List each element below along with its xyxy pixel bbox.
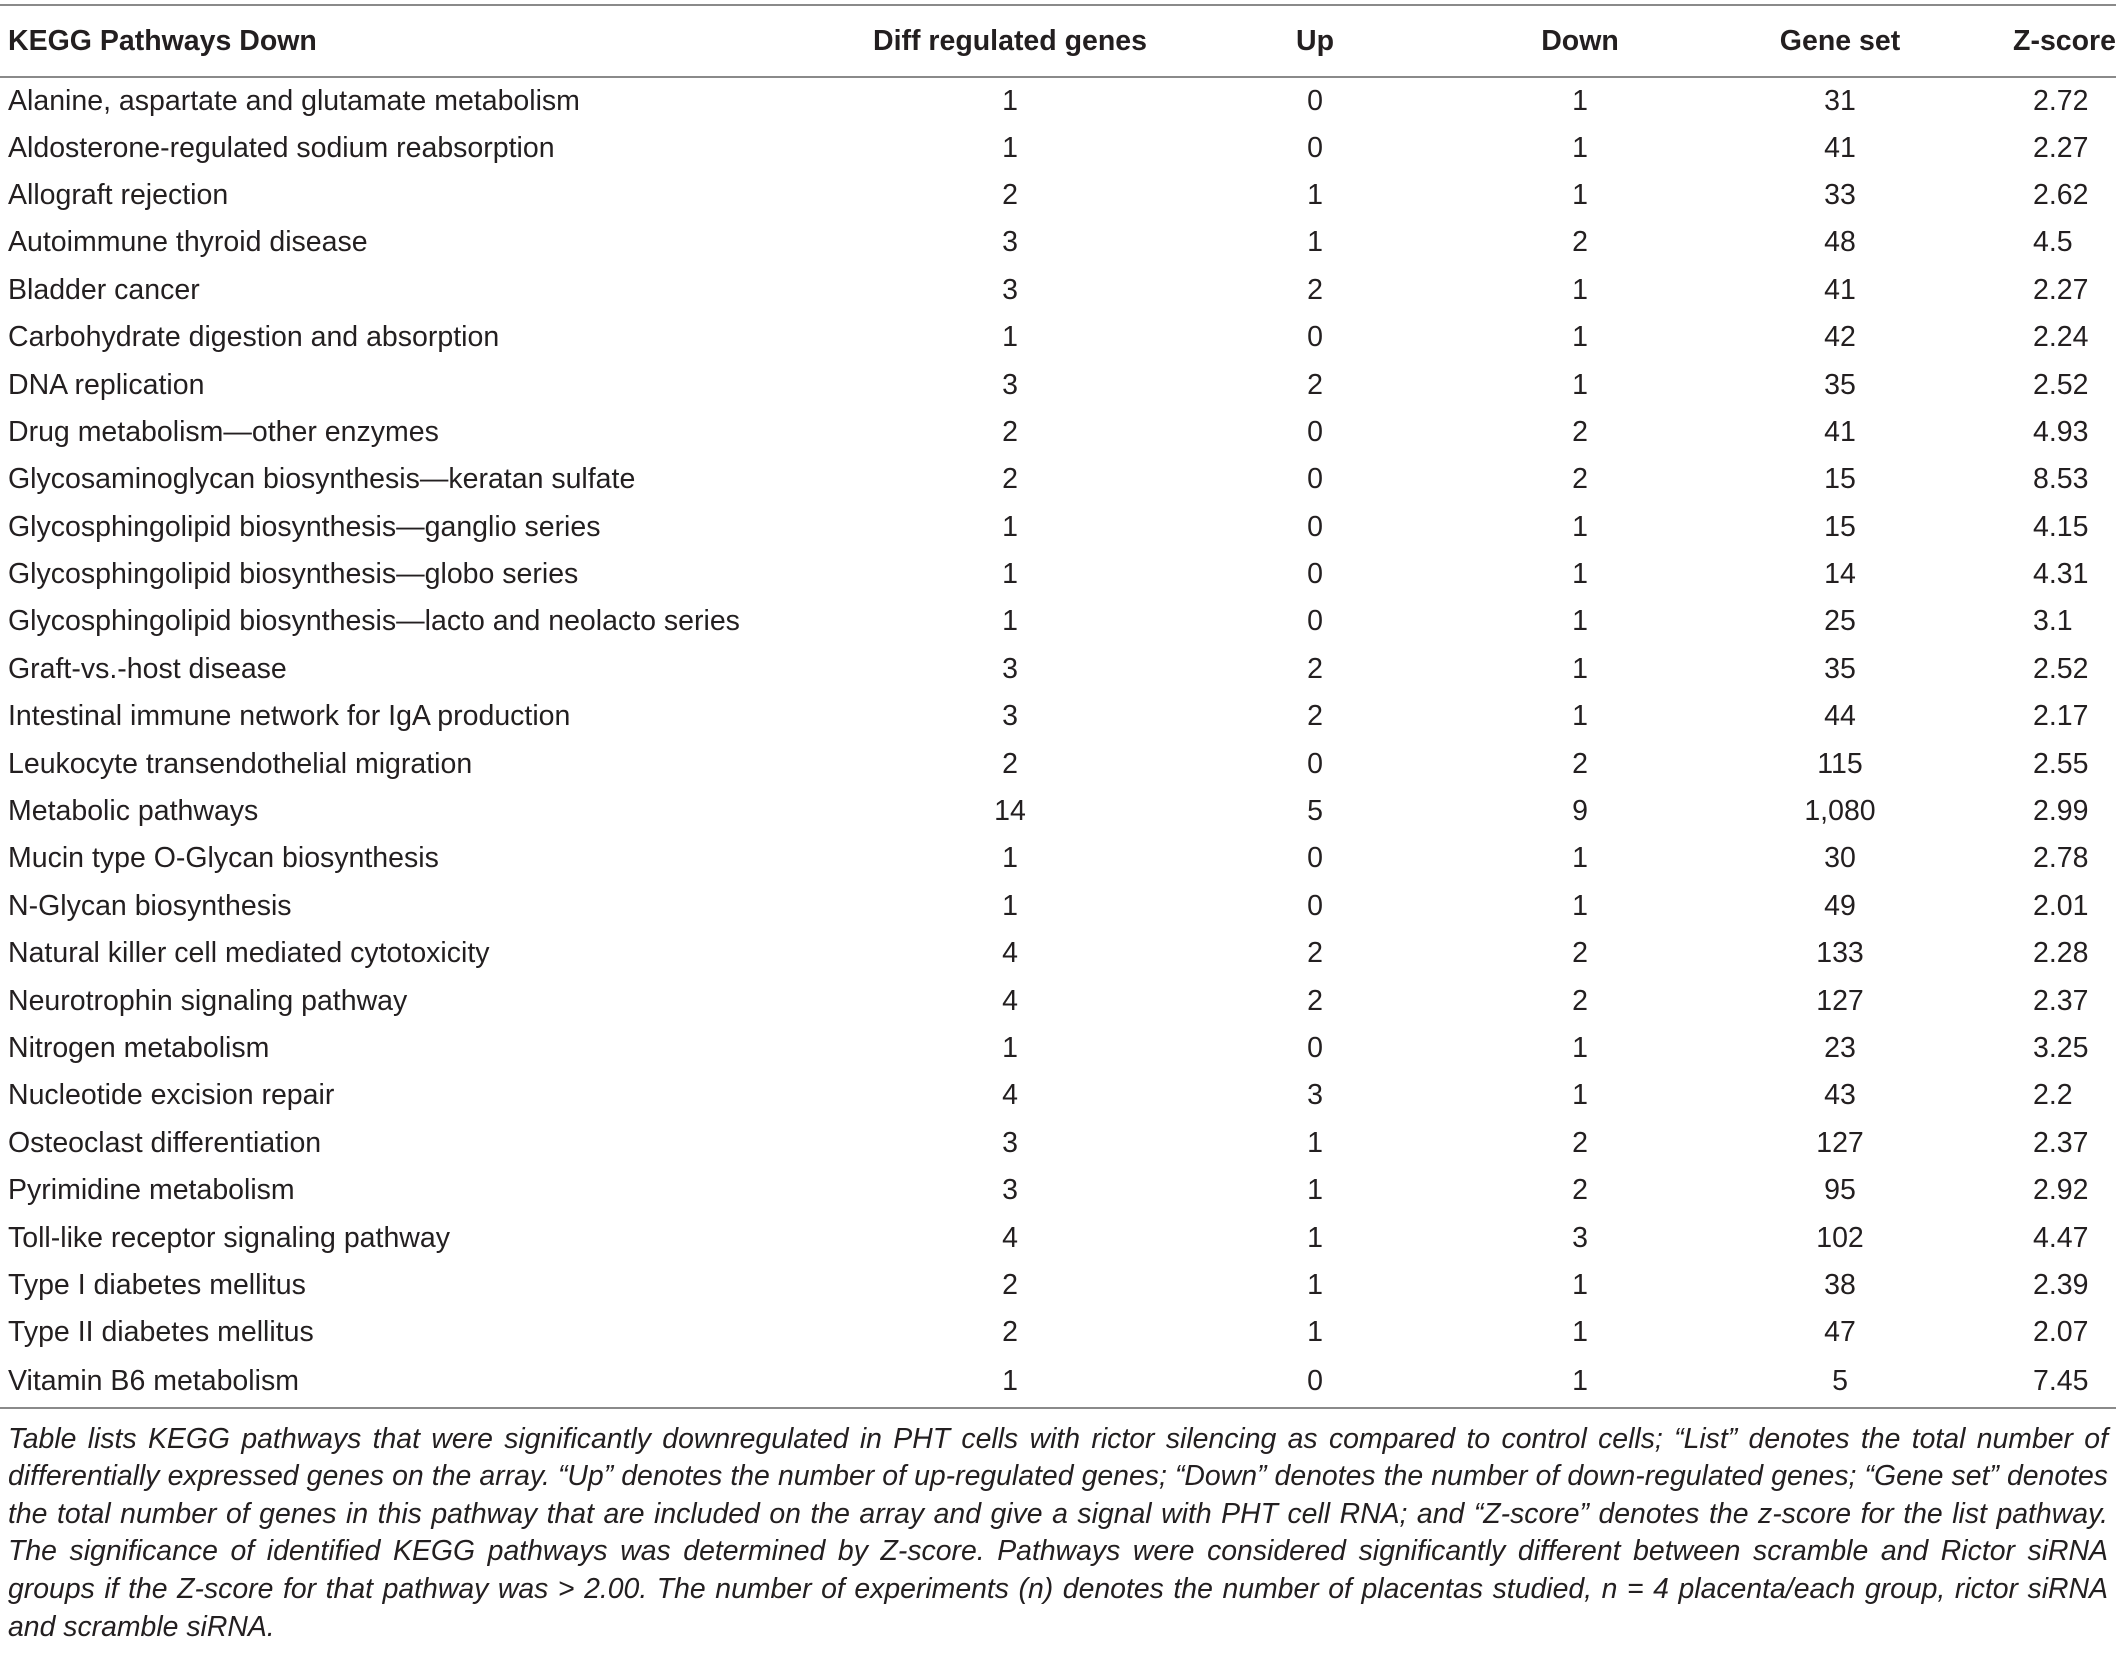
- table-row: [0, 456, 2116, 503]
- cell-up: 0: [1307, 1032, 1323, 1064]
- cell-pathway: Vitamin B6 metabolism: [0, 1357, 850, 1408]
- header-row: [0, 5, 2116, 77]
- cell-diff-regulated-genes: 4: [1002, 1079, 1018, 1112]
- cell-pathway: Alanine, aspartate and glutamate metabolism: [8, 84, 580, 117]
- cell-z-score: 2.62: [2033, 178, 2089, 211]
- cell-z-score: 2.07: [2033, 1316, 2089, 1349]
- cell-diff-regulated-genes: 1: [1002, 1032, 1018, 1064]
- cell-up: 0: [1307, 463, 1323, 496]
- cell-gene-set: 31: [1824, 84, 1856, 117]
- cell-gene-set: 41: [1824, 131, 1856, 164]
- cell-up: 0: [1170, 1357, 1460, 1408]
- table-row: [0, 1262, 2116, 1309]
- table-row: [0, 551, 2116, 598]
- cell-down: 1: [1572, 652, 1588, 685]
- table-row: [0, 930, 2116, 977]
- cell-pathway: Nucleotide excision repair: [8, 1079, 335, 1112]
- table-row: [0, 267, 2116, 314]
- cell-pathway: Carbohydrate digestion and absorption: [8, 321, 500, 354]
- cell-gene-set: 44: [1824, 700, 1856, 733]
- table-row: [0, 1025, 2116, 1072]
- cell-down: 1: [1572, 368, 1588, 401]
- cell-down: 1: [1572, 321, 1588, 354]
- cell-gene-set: 15: [1824, 463, 1856, 496]
- cell-down: 2: [1572, 226, 1588, 259]
- cell-up: 1: [1307, 1221, 1323, 1254]
- cell-pathway: Toll-like receptor signaling pathway: [8, 1221, 450, 1254]
- table-row: [0, 124, 2116, 171]
- cell-gene-set: 41: [1824, 415, 1856, 448]
- cell-diff-regulated-genes: 3: [1002, 1126, 1018, 1159]
- cell-diff-regulated-genes: 1: [1002, 510, 1018, 543]
- cell-up: 3: [1307, 1079, 1323, 1112]
- cell-up: 0: [1307, 842, 1323, 875]
- cell-pathway: Pyrimidine metabolism: [8, 1174, 295, 1207]
- cell-pathway: Glycosphingolipid biosynthesis—lacto and neolacto series: [8, 605, 740, 638]
- cell-z-score: 2.52: [2033, 368, 2089, 401]
- cell-gene-set: 49: [1824, 889, 1856, 922]
- cell-down: 1: [1572, 1032, 1588, 1064]
- table-row: [0, 1072, 2116, 1119]
- cell-down: 9: [1572, 795, 1588, 828]
- cell-gene-set: 25: [1824, 605, 1856, 638]
- cell-diff-regulated-genes: 2: [1002, 415, 1018, 448]
- cell-down: 3: [1572, 1221, 1588, 1254]
- cell-diff-regulated-genes: 1: [1002, 131, 1018, 164]
- cell-up: 2: [1307, 984, 1323, 1017]
- cell-z-score: 2.72: [2033, 84, 2089, 117]
- cell-up: 0: [1307, 605, 1323, 638]
- cell-up: 0: [1307, 321, 1323, 354]
- cell-down: 2: [1572, 1174, 1588, 1207]
- cell-up: 1: [1307, 178, 1323, 211]
- cell-z-score: 2.37: [2033, 1126, 2089, 1159]
- cell-pathway: Neurotrophin signaling pathway: [8, 984, 408, 1017]
- cell-down: 1: [1572, 700, 1588, 733]
- table-row: [0, 598, 2116, 645]
- cell-down: 1: [1572, 131, 1588, 164]
- header-z-score: Z-score: [1980, 5, 2116, 77]
- cell-gene-set: 115: [1817, 747, 1863, 780]
- cell-down: 2: [1572, 937, 1588, 970]
- header-pathway: KEGG Pathways Down: [0, 5, 850, 77]
- cell-up: 0: [1307, 889, 1323, 922]
- cell-down: 1: [1460, 1357, 1700, 1408]
- cell-up: 1: [1307, 226, 1323, 259]
- cell-gene-set: 33: [1824, 178, 1856, 211]
- cell-gene-set: 48: [1824, 226, 1856, 259]
- table-row: [0, 361, 2116, 408]
- cell-up: 2: [1307, 368, 1323, 401]
- cell-diff-regulated-genes: 3: [1002, 368, 1018, 401]
- cell-up: 0: [1307, 510, 1323, 543]
- cell-gene-set: 42: [1824, 321, 1856, 354]
- table-row: [0, 504, 2116, 551]
- cell-up: 1: [1307, 1174, 1323, 1207]
- cell-pathway: Glycosphingolipid biosynthesis—ganglio series: [8, 510, 601, 543]
- table-row: [0, 1214, 2116, 1261]
- cell-z-score: 2.2: [2033, 1079, 2073, 1112]
- table-row: [0, 1120, 2116, 1167]
- cell-z-score: 2.01: [2033, 889, 2089, 922]
- cell-down: 2: [1572, 1126, 1588, 1159]
- cell-pathway: Natural killer cell mediated cytotoxicity: [8, 937, 490, 970]
- table-row: [0, 77, 2116, 124]
- cell-diff-regulated-genes: 2: [1002, 1268, 1018, 1301]
- cell-down: 1: [1572, 558, 1588, 591]
- cell-z-score: 2.24: [2033, 321, 2089, 354]
- cell-z-score: 4.31: [2033, 558, 2089, 591]
- header-gene-set: Gene set: [1700, 5, 1980, 77]
- cell-z-score: 2.92: [2033, 1174, 2089, 1207]
- cell-pathway: Metabolic pathways: [8, 795, 259, 828]
- cell-down: 1: [1572, 273, 1588, 306]
- cell-z-score: 3.1: [2033, 605, 2073, 638]
- cell-pathway: DNA replication: [8, 368, 205, 401]
- cell-up: 1: [1307, 1268, 1323, 1301]
- kegg-pathways-table: [0, 4, 2116, 1409]
- cell-gene-set: 5: [1700, 1357, 1980, 1408]
- cell-up: 0: [1307, 747, 1323, 780]
- cell-up: 2: [1307, 273, 1323, 306]
- cell-z-score: 2.37: [2033, 984, 2089, 1017]
- cell-down: 1: [1572, 1316, 1588, 1349]
- cell-diff-regulated-genes: 3: [1002, 273, 1018, 306]
- cell-pathway: Type I diabetes mellitus: [8, 1268, 306, 1301]
- cell-diff-regulated-genes: 4: [1002, 1221, 1018, 1254]
- cell-diff-regulated-genes: 1: [1002, 605, 1018, 638]
- cell-down: 1: [1572, 178, 1588, 211]
- cell-up: 2: [1307, 700, 1323, 733]
- cell-diff-regulated-genes: 2: [1002, 463, 1018, 496]
- table-row: [0, 409, 2116, 456]
- cell-z-score: 2.17: [2033, 700, 2089, 733]
- cell-diff-regulated-genes: 1: [1002, 889, 1018, 922]
- cell-diff-regulated-genes: 2: [1002, 747, 1018, 780]
- table-row: [0, 835, 2116, 882]
- table-footnote: Table lists KEGG pathways that were significantly downregulated in PHT cells with rictor silencing as compared to control cells; “List” denotes the total number of differentially expressed genes on the array. “Up” denotes the number of up-regulated genes; “Down” denotes the number of down-regulated genes; “Gene set” denotes the total number of genes in this pathway that are included on the array and give a signal with PHT cell RNA; and “Z-score” denotes the z-score for the list pathway. The significance of identified KEGG pathways was determined by Z-score. Pathways were considered significantly different between scramble and Rictor siRNA groups if the Z-score for that pathway was > 2.00. The number of experiments (n) denotes the number of placentas studied, n = 4 placenta/each group, rictor siRNA and scramble siRNA.: [8, 1422, 2108, 1643]
- table-row: [0, 883, 2116, 930]
- table-header: [0, 5, 2116, 77]
- cell-diff-regulated-genes: 1: [1002, 321, 1018, 354]
- cell-pathway: Glycosaminoglycan biosynthesis—keratan sulfate: [8, 463, 636, 496]
- cell-gene-set: 95: [1824, 1174, 1856, 1207]
- cell-pathway: Intestinal immune network for IgA production: [8, 700, 571, 733]
- cell-pathway: Type II diabetes mellitus: [8, 1316, 314, 1349]
- cell-pathway: Nitrogen metabolism: [8, 1032, 270, 1064]
- cell-z-score: 2.28: [2033, 937, 2089, 970]
- table-row: [0, 1167, 2116, 1214]
- cell-z-score: 8.53: [2033, 463, 2089, 496]
- table-row: [0, 219, 2116, 266]
- cell-up: 0: [1307, 558, 1323, 591]
- cell-pathway: N-Glycan biosynthesis: [8, 889, 292, 922]
- cell-down: 1: [1572, 842, 1588, 875]
- cell-z-score: 2.78: [2033, 842, 2089, 875]
- cell-pathway: Allograft rejection: [8, 178, 229, 211]
- cell-z-score: 4.93: [2033, 415, 2089, 448]
- cell-down: 1: [1572, 510, 1588, 543]
- cell-pathway: Leukocyte transendothelial migration: [8, 747, 473, 780]
- cell-up: 0: [1307, 131, 1323, 164]
- table-body: [0, 77, 2116, 1408]
- table-row: [0, 1309, 2116, 1356]
- cell-gene-set: 127: [1816, 1126, 1864, 1159]
- cell-up: 0: [1307, 84, 1323, 117]
- cell-diff-regulated-genes: 4: [1002, 984, 1018, 1017]
- cell-up: 1: [1307, 1126, 1323, 1159]
- cell-down: 2: [1572, 463, 1588, 496]
- table-row: [0, 172, 2116, 219]
- cell-z-score: 2.27: [2033, 131, 2089, 164]
- cell-gene-set: 30: [1824, 842, 1856, 875]
- cell-diff-regulated-genes: 2: [1002, 1316, 1018, 1349]
- cell-gene-set: 127: [1816, 984, 1864, 1017]
- cell-pathway: Glycosphingolipid biosynthesis—globo series: [8, 558, 579, 591]
- cell-gene-set: 38: [1824, 1268, 1856, 1301]
- table-row: [0, 314, 2116, 361]
- cell-up: 0: [1307, 415, 1323, 448]
- cell-down: 1: [1572, 605, 1588, 638]
- cell-diff-regulated-genes: 14: [994, 795, 1026, 828]
- cell-gene-set: 102: [1816, 1221, 1864, 1254]
- cell-diff-regulated-genes: 1: [850, 1357, 1170, 1408]
- table-row: [0, 646, 2116, 693]
- cell-pathway: Drug metabolism—other enzymes: [8, 415, 439, 448]
- cell-down: 2: [1572, 747, 1588, 780]
- cell-gene-set: 35: [1824, 368, 1856, 401]
- cell-z-score: 2.99: [2033, 795, 2089, 828]
- table-row: [0, 977, 2116, 1024]
- cell-gene-set: 41: [1824, 273, 1856, 306]
- cell-down: 2: [1572, 984, 1588, 1017]
- cell-gene-set: 1,080: [1804, 795, 1876, 828]
- cell-pathway: Graft-vs.-host disease: [8, 652, 287, 685]
- cell-down: 1: [1572, 889, 1588, 922]
- table-row: [0, 693, 2116, 740]
- cell-gene-set: 133: [1816, 937, 1864, 970]
- cell-up: 2: [1307, 937, 1323, 970]
- cell-diff-regulated-genes: 3: [1002, 652, 1018, 685]
- cell-z-score: 4.47: [2033, 1221, 2089, 1254]
- cell-z-score: 3.25: [2033, 1032, 2089, 1064]
- cell-z-score: 2.27: [2033, 273, 2089, 306]
- cell-gene-set: 35: [1824, 652, 1856, 685]
- cell-gene-set: 15: [1824, 510, 1856, 543]
- cell-up: 5: [1307, 795, 1323, 828]
- cell-down: 1: [1572, 1268, 1588, 1301]
- cell-diff-regulated-genes: 1: [1002, 84, 1018, 117]
- cell-z-score: 2.55: [2033, 747, 2089, 780]
- cell-diff-regulated-genes: 3: [1002, 226, 1018, 259]
- cell-diff-regulated-genes: 4: [1002, 937, 1018, 970]
- cell-pathway: Autoimmune thyroid disease: [8, 226, 368, 259]
- cell-gene-set: 23: [1824, 1032, 1856, 1064]
- cell-pathway: Osteoclast differentiation: [8, 1126, 322, 1159]
- cell-z-score: 4.5: [2033, 226, 2073, 259]
- header-down: Down: [1460, 5, 1700, 77]
- cell-z-score: 7.45: [1980, 1357, 2116, 1408]
- header-diff-regulated-genes: Diff regulated genes: [850, 5, 1170, 77]
- cell-up: 2: [1307, 652, 1323, 685]
- cell-gene-set: 47: [1824, 1316, 1856, 1349]
- table-row: [0, 740, 2116, 787]
- cell-down: 2: [1572, 415, 1588, 448]
- cell-gene-set: 14: [1824, 558, 1856, 591]
- cell-diff-regulated-genes: 2: [1002, 178, 1018, 211]
- cell-diff-regulated-genes: 1: [1002, 842, 1018, 875]
- cell-pathway: Mucin type O-Glycan biosynthesis: [8, 842, 439, 875]
- cell-z-score: 2.39: [2033, 1268, 2089, 1301]
- cell-pathway: Bladder cancer: [8, 273, 200, 306]
- cell-gene-set: 43: [1824, 1079, 1856, 1112]
- cell-z-score: 4.15: [2033, 510, 2089, 543]
- table-row: [0, 788, 2116, 835]
- table-row: [0, 1357, 2116, 1408]
- cell-diff-regulated-genes: 3: [1002, 1174, 1018, 1207]
- cell-up: 1: [1307, 1316, 1323, 1349]
- cell-down: 1: [1572, 84, 1588, 117]
- cell-diff-regulated-genes: 1: [1002, 558, 1018, 591]
- header-up: Up: [1170, 5, 1460, 77]
- cell-down: 1: [1572, 1079, 1588, 1112]
- cell-z-score: 2.52: [2033, 652, 2089, 685]
- cell-diff-regulated-genes: 3: [1002, 700, 1018, 733]
- cell-pathway: Aldosterone-regulated sodium reabsorption: [8, 131, 555, 164]
